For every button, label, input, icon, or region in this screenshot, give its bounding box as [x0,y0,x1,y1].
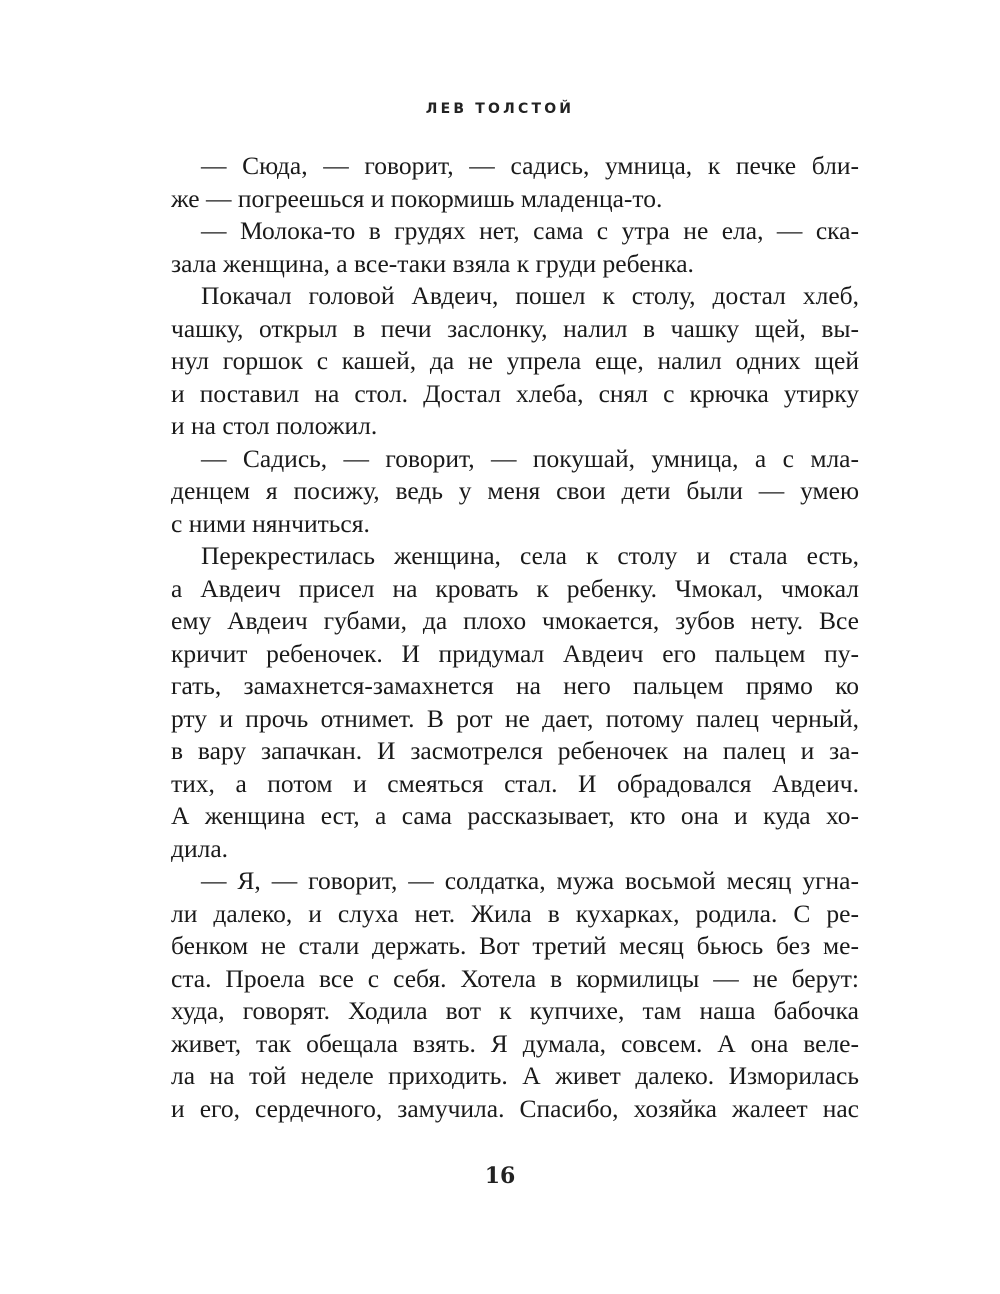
text-line: в вару запачкан. И засмотрелся ребеночек на палец и за- [171,736,859,765]
text-line: ла на той неделе приходить. А живет далеко. Изморилась [171,1061,859,1090]
text-line: живет, так обещала взять. Я думала, совсем. А она веле- [171,1028,859,1058]
text-line: — Я, — говорит, — солдатка, мужа восьмой месяц угна- [201,866,859,895]
text-line: гать, замахнется-замахнется на него пальцем прямо ко [171,671,859,700]
text-line: бенком не стали держать. Вот третий месяц бьюсь без ме- [171,931,859,960]
text-line: же — погреешься и покормишь младенца-то. [171,183,663,213]
text-line: тих, а потом и смеяться стал. И обрадовался Авдеич. [171,768,859,798]
text-line: и поставил на стол. Достал хлеба, снял с крючка утирку [171,378,859,408]
text-line: дила. [171,833,229,863]
text-line: ли далеко, и слуха нет. Жила в кухарках, родила. С ре- [171,898,859,928]
text-line: и его, сердечного, замучила. Спасибо, хозяйка жалеет нас [171,1093,859,1123]
running-head: ЛЕВ ТОЛСТОЙ [425,101,575,117]
text-line: — Сюда, — говорит, — садись, умница, к печке бли- [201,151,859,180]
text-line: зала женщина, а все-таки взяла к груди ребенка. [171,248,694,278]
text-line: Покачал головой Авдеич, пошел к столу, достал хлеб, [201,281,859,310]
text-line: ему Авдеич губами, да плохо чмокается, зубов нету. Все [171,606,859,635]
text-line: кричит ребеночек. И придумал Авдеич его пальцем пу- [171,638,859,668]
text-line: и на стол положил. [171,411,378,440]
text-line: худа, говорят. Ходила вот к купчихе, там наша бабочка [171,996,859,1025]
text-line: а Авдеич присел на кровать к ребенку. Чмокал, чмокал [171,573,859,603]
text-line: — Садись, — говорит, — покушай, умница, а с мла- [201,443,859,473]
body-text [171,150,859,1125]
text-line: — Молока-то в грудях нет, сама с утра не ела, — ска- [201,216,859,245]
text-line: с ними нянчиться. [171,508,370,538]
text-line: Перекрестилась женщина, села к столу и стала есть, [201,541,859,570]
text-line: А женщина ест, а сама рассказывает, кто она и куда хо- [171,801,859,830]
text-line: денцем я посижу, ведь у меня свои дети были — умею [171,476,859,505]
text-line: рту и прочь отнимет. В рот не дает, потому палец черный, [171,703,859,733]
text-line: чашку, открыл в печи заслонку, налил в чашку щей, вы- [171,313,859,343]
text-line: нул горшок с кашей, да не упрела еще, налил одних щей [171,346,859,375]
page-number: 16 [484,1163,516,1189]
text-line: ста. Проела все с себя. Хотела в кормилицы — не берут: [171,963,859,993]
